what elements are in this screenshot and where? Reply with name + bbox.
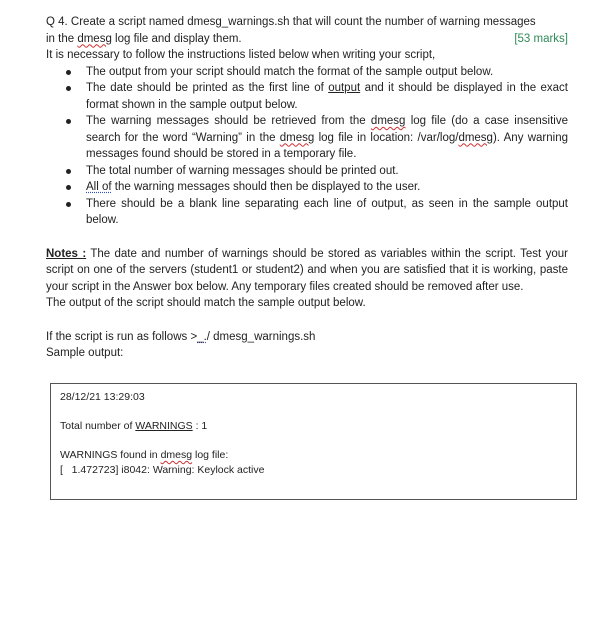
notes-label: Notes : xyxy=(46,247,87,260)
sample-date: 28/12/21 13:29:03 xyxy=(60,391,145,403)
sample-output-box xyxy=(50,383,577,500)
list-item: All of the warning messages should then be displayed to the user. xyxy=(46,179,568,196)
list-item: There should be a blank line separating each line of output, as seen in the sample output below. xyxy=(46,196,568,229)
sample-total-line: Total number of WARNINGS : 1 xyxy=(60,420,208,432)
question-title-line2 xyxy=(46,31,568,48)
underlined-word: WARNINGS xyxy=(135,420,193,432)
grammar-marked-word: All of xyxy=(86,181,112,193)
grammar-marked-word: _. xyxy=(197,330,207,343)
spellcheck-word: dmesg xyxy=(458,131,493,144)
question-title-line1: Q 4. Create a script named dmesg_warnings.sh that will count the number of warning messages xyxy=(46,16,536,28)
sample-warning-entry: [ 1.472723] i8042: Warning: Keylock active xyxy=(60,464,265,476)
list-item: The output from your script should match the format of the sample output below. xyxy=(46,64,568,81)
title-text-post: log file and display them. xyxy=(111,32,242,45)
list-item: The total number of warning messages should be printed out. xyxy=(46,163,568,180)
notes-paragraph xyxy=(46,246,568,296)
sample-found-line: WARNINGS found in dmesg log file: xyxy=(60,449,229,461)
list-item: The warning messages should be retrieved from the dmesg log file (do a case insensitive search for the word “Warning” in the dmesg log file in location: /var/log/dmesg). Any warning messages found should be stored in a temporary file. xyxy=(46,113,568,163)
spellcheck-word: dmesg xyxy=(370,115,406,127)
spellcheck-word: dmesg xyxy=(279,131,315,144)
intro-text: It is necessary to follow the instructions listed below when writing your script, xyxy=(46,49,436,61)
sample-output-label: Sample output: xyxy=(46,347,124,359)
spellcheck-word: dmesg xyxy=(160,449,193,461)
underlined-word: output xyxy=(328,82,361,94)
instruction-list xyxy=(46,64,568,229)
marks-label: [53 marks] xyxy=(514,32,568,45)
spellcheck-word: dmesg xyxy=(77,32,112,45)
notes-body: The date and number of warnings should be stored as variables within the script. Test your script on one of the servers (student1 or student2) and when you are satisfied that it is working, paste your script in the Answer box below. Any temporary files created should be removed after use. xyxy=(46,247,568,293)
title-text-pre: in the xyxy=(46,32,78,45)
notes-closing: The output of the script should match the sample output below. xyxy=(46,297,366,309)
list-item: The date should be printed as the first line of output and it should be displayed in the exact format shown in the sample output below. xyxy=(46,80,568,113)
question-page xyxy=(46,14,568,362)
run-command-line: If the script is run as follows >_./ dmesg_warnings.sh xyxy=(46,330,316,343)
